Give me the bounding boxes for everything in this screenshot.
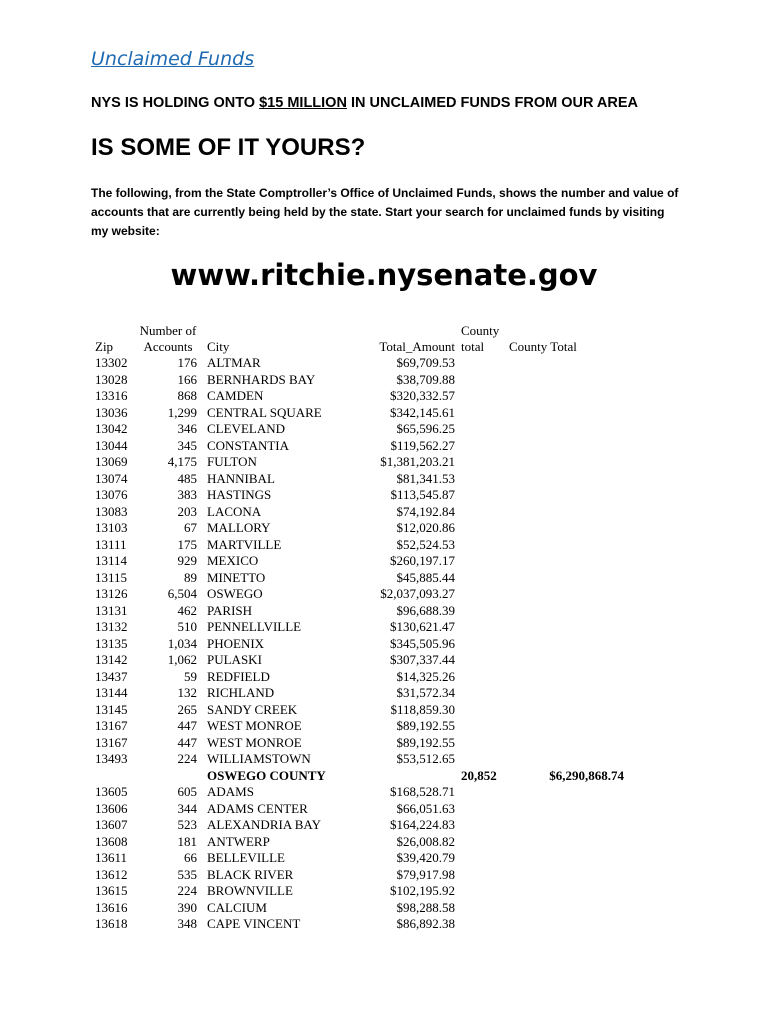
cell-accounts: 1,299 <box>167 404 197 420</box>
cell-city: CLEVELAND <box>207 421 285 436</box>
table-row <box>95 388 624 405</box>
cell-county-count <box>455 801 509 818</box>
cell-county-total <box>509 636 624 653</box>
cell-county-total <box>509 438 624 455</box>
table-row <box>95 867 624 884</box>
cell-amount: $168,528.71 <box>390 784 455 799</box>
cell-accounts: 344 <box>177 800 197 816</box>
table-row <box>95 586 624 603</box>
headline <box>91 95 638 111</box>
cell-accounts: 383 <box>177 487 197 502</box>
cell-zip: 13142 <box>95 652 128 667</box>
cell-amount: $12,020.86 <box>396 520 455 535</box>
cell-zip: 13437 <box>95 668 128 684</box>
table-row <box>95 801 624 818</box>
table-row <box>95 817 624 834</box>
cell-county-count <box>455 751 509 768</box>
cell-amount: $307,337.44 <box>390 652 455 667</box>
cell-county-count <box>455 817 509 834</box>
cell-city: ALTMAR <box>207 355 261 370</box>
cell-county-count <box>455 520 509 537</box>
cell-accounts: 390 <box>177 899 197 915</box>
cell-zip: 13145 <box>95 701 128 717</box>
cell-county-total <box>509 652 624 669</box>
cell-zip: 13618 <box>95 916 128 931</box>
cell-accounts: 523 <box>177 817 197 832</box>
cell-amount: $89,192.55 <box>396 718 455 733</box>
cell-amount: $53,512.65 <box>396 751 455 766</box>
cell-county-count <box>455 405 509 422</box>
cell-amount: $102,195.92 <box>390 883 455 898</box>
table-row <box>95 900 624 917</box>
header-county-line2: total <box>461 339 485 354</box>
cell-amount: $342,145.61 <box>390 404 455 420</box>
unclaimed-funds-table <box>95 322 624 933</box>
cell-accounts: 535 <box>177 866 197 882</box>
cell-county-count <box>455 421 509 438</box>
cell-accounts: 59 <box>184 668 197 684</box>
cell-city: CENTRAL SQUARE <box>207 404 322 420</box>
cell-accounts: 203 <box>177 503 197 519</box>
table-row <box>95 421 624 438</box>
cell-county-count: 20,852 <box>461 767 497 783</box>
cell-county-count <box>455 388 509 405</box>
cell-amount <box>365 768 455 785</box>
table-row <box>95 619 624 636</box>
county-total-row <box>95 768 624 785</box>
cell-county-total <box>509 454 624 471</box>
cell-zip: 13083 <box>95 503 128 519</box>
cell-city: MALLORY <box>207 520 271 535</box>
cell-amount: $14,325.26 <box>396 668 455 684</box>
cell-amount: $320,332.57 <box>390 388 455 403</box>
cell-county-total <box>509 471 624 488</box>
cell-county-count <box>455 504 509 521</box>
cell-accounts: 265 <box>177 701 197 717</box>
cell-county-total <box>509 883 624 900</box>
header-total-amount: Total_Amount <box>379 339 455 354</box>
cell-county-count <box>455 537 509 554</box>
cell-amount: $38,709.88 <box>396 371 455 387</box>
cell-city: MARTVILLE <box>207 536 282 552</box>
table-row <box>95 784 624 801</box>
table-row <box>95 570 624 587</box>
cell-amount: $66,051.63 <box>396 800 455 816</box>
table-row <box>95 834 624 851</box>
cell-city: BROWNVILLE <box>207 883 293 898</box>
cell-amount: $96,688.39 <box>396 602 455 618</box>
cell-county-total <box>509 570 624 587</box>
cell-county-count <box>455 916 509 933</box>
cell-amount: $69,709.53 <box>396 355 455 370</box>
table-row <box>95 751 624 768</box>
website-url[interactable]: www.ritchie.nysenate.gov <box>170 258 598 292</box>
cell-accounts: 462 <box>177 602 197 618</box>
table-row <box>95 883 624 900</box>
cell-county-total <box>509 372 624 389</box>
cell-accounts: 176 <box>177 355 197 370</box>
cell-county-total <box>509 388 624 405</box>
table-row <box>95 355 624 372</box>
cell-county-total <box>509 751 624 768</box>
cell-county-count <box>455 355 509 372</box>
cell-county-total <box>509 702 624 719</box>
cell-county-total <box>509 900 624 917</box>
cell-county-total <box>509 487 624 504</box>
header-county-line1: County <box>461 322 500 338</box>
cell-county-count <box>455 784 509 801</box>
cell-city: OSWEGO <box>207 586 263 601</box>
cell-amount: $45,885.44 <box>396 569 455 585</box>
cell-amount: $52,524.53 <box>396 536 455 552</box>
table-row <box>95 735 624 752</box>
cell-county-count <box>455 685 509 702</box>
cell-amount: $81,341.53 <box>396 470 455 486</box>
cell-zip: 13144 <box>95 685 128 700</box>
table-row <box>95 405 624 422</box>
cell-city: ANTWERP <box>207 833 270 849</box>
cell-county-count <box>455 718 509 735</box>
cell-city: RICHLAND <box>207 685 275 700</box>
cell-county-total <box>509 834 624 851</box>
cell-amount: $164,224.83 <box>390 817 455 832</box>
cell-county-total <box>509 916 624 933</box>
table-row <box>95 504 624 521</box>
cell-amount: $31,572.34 <box>396 685 455 700</box>
cell-accounts: 447 <box>177 734 197 750</box>
cell-city: WEST MONROE <box>207 734 302 750</box>
cell-zip: 13607 <box>95 817 128 832</box>
cell-county-total <box>509 718 624 735</box>
header-zip: Zip <box>95 339 114 354</box>
cell-county-count <box>455 570 509 587</box>
cell-county-count <box>455 471 509 488</box>
cell-accounts: 224 <box>177 751 197 766</box>
cell-county-count <box>455 850 509 867</box>
intro-paragraph: The following, from the State Comptroller’s Office of Unclaimed Funds, shows the number and value of accounts that are currently being held by the state. Start your search for unclaimed funds by visiting my website: <box>91 186 679 238</box>
cell-county-total <box>509 801 624 818</box>
question-heading: IS SOME OF IT YOURS? <box>91 134 366 161</box>
cell-county-total <box>509 355 624 372</box>
cell-accounts: 224 <box>177 883 197 898</box>
cell-zip: 13111 <box>95 536 127 552</box>
cell-accounts: 348 <box>177 916 197 931</box>
cell-city: WILLIAMSTOWN <box>207 751 311 766</box>
cell-county-total <box>509 669 624 686</box>
table-row <box>95 537 624 554</box>
table-row <box>95 372 624 389</box>
header-county-total: County Total <box>509 339 577 354</box>
cell-county-count <box>455 900 509 917</box>
cell-amount: $118,859.30 <box>390 701 455 717</box>
cell-accounts: 868 <box>177 388 197 403</box>
cell-county-count <box>455 636 509 653</box>
cell-accounts: 166 <box>177 371 197 387</box>
cell-county-name: OSWEGO COUNTY <box>207 767 326 783</box>
cell-amount: $130,621.47 <box>390 619 455 634</box>
cell-zip: 13114 <box>95 553 128 568</box>
cell-zip: 13316 <box>95 388 128 403</box>
table-row <box>95 669 624 686</box>
cell-city: HANNIBAL <box>207 470 275 486</box>
cell-accounts: 66 <box>184 850 197 865</box>
cell-zip: 13103 <box>95 520 128 535</box>
cell-city: CAPE VINCENT <box>207 916 301 931</box>
cell-zip: 13044 <box>95 437 128 453</box>
cell-accounts: 929 <box>177 553 197 568</box>
cell-zip: 13612 <box>95 866 128 882</box>
cell-county-total <box>509 850 624 867</box>
cell-zip: 13036 <box>95 404 128 420</box>
cell-county-count <box>455 867 509 884</box>
cell-county-total <box>509 867 624 884</box>
cell-county-total <box>509 685 624 702</box>
cell-zip: 13126 <box>95 586 128 601</box>
cell-zip: 13131 <box>95 602 128 618</box>
header-accounts: Accounts <box>143 339 193 354</box>
cell-accounts: 132 <box>177 685 197 700</box>
cell-zip: 13135 <box>95 635 128 651</box>
cell-county-count <box>455 619 509 636</box>
cell-amount: $26,008.82 <box>396 833 455 849</box>
cell-amount: $119,562.27 <box>390 437 455 453</box>
cell-accounts: 1,062 <box>167 652 197 667</box>
headline-amount: $15 MILLION <box>259 95 347 111</box>
cell-amount: $65,596.25 <box>396 421 455 436</box>
cell-county-total <box>509 504 624 521</box>
cell-city: PULASKI <box>207 652 262 667</box>
cell-city: REDFIELD <box>207 668 270 684</box>
cell-city: FULTON <box>207 454 257 469</box>
table-header-row <box>95 339 624 356</box>
headline-suffix: IN UNCLAIMED FUNDS FROM OUR AREA <box>346 95 638 111</box>
cell-county-total <box>509 520 624 537</box>
cell-zip: 13028 <box>95 371 128 387</box>
table-row <box>95 718 624 735</box>
cell-accounts <box>139 768 197 785</box>
table-row <box>95 916 624 933</box>
cell-accounts: 181 <box>177 833 197 849</box>
cell-amount: $79,917.98 <box>396 866 455 882</box>
cell-accounts: 346 <box>177 421 197 436</box>
cell-accounts: 510 <box>177 619 197 634</box>
cell-accounts: 447 <box>177 718 197 733</box>
cell-accounts: 175 <box>177 536 197 552</box>
cell-zip: 13302 <box>95 355 128 370</box>
cell-accounts: 345 <box>177 437 197 453</box>
cell-zip: 13167 <box>95 734 128 750</box>
table-row <box>95 471 624 488</box>
cell-city: WEST MONROE <box>207 718 302 733</box>
cell-county-total <box>509 603 624 620</box>
cell-county-total <box>509 735 624 752</box>
cell-city: PHOENIX <box>207 635 265 651</box>
cell-county-total <box>509 553 624 570</box>
cell-zip: 13493 <box>95 751 128 766</box>
cell-zip: 13074 <box>95 470 128 486</box>
table-row <box>95 685 624 702</box>
cell-amount: $39,420.79 <box>396 850 455 865</box>
table-row <box>95 850 624 867</box>
unclaimed-funds-table-wrapper <box>95 322 624 933</box>
table-row <box>95 636 624 653</box>
cell-county-count <box>455 487 509 504</box>
table-row <box>95 520 624 537</box>
cell-city: CONSTANTIA <box>207 437 290 453</box>
cell-zip <box>95 768 139 785</box>
table-body <box>95 355 624 933</box>
cell-county-count <box>455 454 509 471</box>
cell-county-total <box>509 817 624 834</box>
header-number-of: Number of <box>139 322 197 338</box>
cell-city: SANDY CREEK <box>207 701 298 717</box>
cell-zip: 13605 <box>95 784 128 799</box>
cell-county-total <box>509 537 624 554</box>
cell-zip: 13115 <box>95 569 128 585</box>
table-row <box>95 553 624 570</box>
cell-accounts: 1,034 <box>167 635 197 651</box>
cell-amount: $345,505.96 <box>390 635 455 651</box>
cell-county-count <box>455 553 509 570</box>
cell-zip: 13608 <box>95 833 128 849</box>
cell-county-count <box>455 669 509 686</box>
cell-amount: $89,192.55 <box>396 734 455 750</box>
cell-county-count <box>455 735 509 752</box>
cell-city: HASTINGS <box>207 487 272 502</box>
header-city: City <box>207 339 230 354</box>
cell-zip: 13167 <box>95 718 128 733</box>
cell-amount: $98,288.58 <box>396 899 455 915</box>
cell-county-total <box>509 405 624 422</box>
cell-accounts: 67 <box>184 520 197 535</box>
cell-amount: $113,545.87 <box>390 487 455 502</box>
table-row <box>95 652 624 669</box>
cell-county-count <box>455 372 509 389</box>
cell-county-total <box>509 784 624 801</box>
cell-city: MEXICO <box>207 553 259 568</box>
cell-accounts: 605 <box>177 784 197 799</box>
cell-city: BERNHARDS BAY <box>207 371 316 387</box>
cell-zip: 13042 <box>95 421 128 436</box>
cell-zip: 13069 <box>95 454 128 469</box>
cell-accounts: 4,175 <box>167 454 197 469</box>
cell-county-total: $6,290,868.74 <box>549 767 624 783</box>
cell-city: BELLEVILLE <box>207 850 285 865</box>
cell-county-count <box>455 883 509 900</box>
unclaimed-funds-link[interactable]: Unclaimed Funds <box>91 48 255 70</box>
cell-county-count <box>455 702 509 719</box>
cell-city: CALCIUM <box>207 899 267 915</box>
cell-county-count <box>455 652 509 669</box>
cell-county-total <box>509 421 624 438</box>
table-row <box>95 438 624 455</box>
cell-amount: $2,037,093.27 <box>380 586 455 601</box>
cell-city: PARISH <box>207 602 253 618</box>
cell-accounts: 485 <box>177 470 197 486</box>
cell-county-total <box>509 619 624 636</box>
cell-county-count <box>455 603 509 620</box>
table-row <box>95 454 624 471</box>
cell-county-count <box>455 586 509 603</box>
cell-zip: 13132 <box>95 619 128 634</box>
cell-zip: 13076 <box>95 487 128 502</box>
cell-city: ADAMS <box>207 784 254 799</box>
cell-county-count <box>455 438 509 455</box>
cell-city: ADAMS CENTER <box>207 800 308 816</box>
cell-zip: 13615 <box>95 883 128 898</box>
cell-city: ALEXANDRIA BAY <box>207 817 321 832</box>
cell-county-count <box>455 834 509 851</box>
table-row <box>95 702 624 719</box>
cell-city: MINETTO <box>207 569 266 585</box>
cell-city: PENNELLVILLE <box>207 619 302 634</box>
cell-zip: 13611 <box>95 850 128 865</box>
cell-county-total <box>509 586 624 603</box>
cell-amount: $74,192.84 <box>396 503 455 519</box>
table-row <box>95 603 624 620</box>
cell-amount: $260,197.17 <box>390 553 455 568</box>
table-row <box>95 487 624 504</box>
cell-accounts: 6,504 <box>167 586 197 601</box>
cell-city: BLACK RIVER <box>207 866 294 882</box>
table-header-row-top <box>95 322 624 339</box>
cell-zip: 13616 <box>95 899 128 915</box>
headline-prefix: NYS IS HOLDING ONTO <box>91 95 260 111</box>
cell-amount: $86,892.38 <box>396 916 455 931</box>
cell-city: LACONA <box>207 503 262 519</box>
cell-accounts: 89 <box>184 569 197 585</box>
cell-amount: $1,381,203.21 <box>380 454 455 469</box>
cell-zip: 13606 <box>95 800 128 816</box>
cell-city: CAMDEN <box>207 388 264 403</box>
